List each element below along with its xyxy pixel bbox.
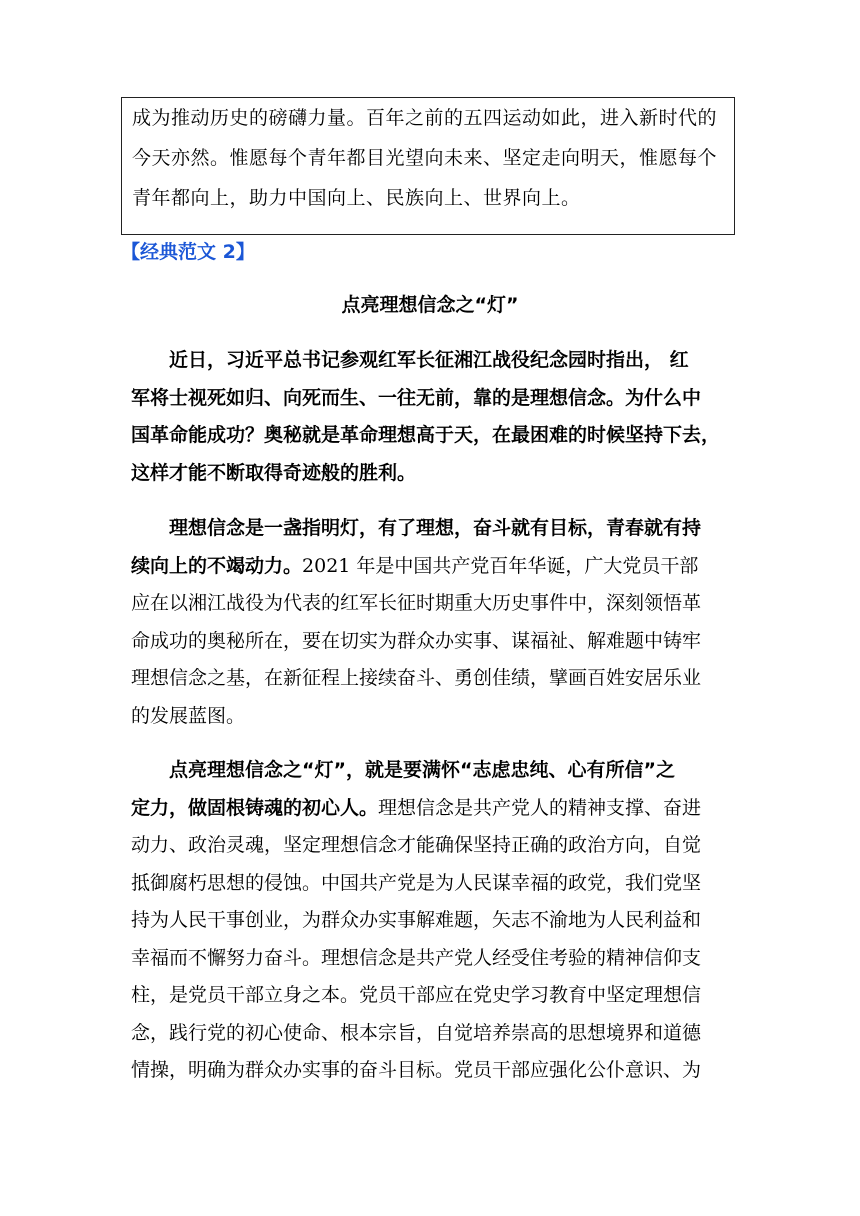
paragraph-line: 柱，是党员干部立身之本。党员干部应在党史学习教育中坚定理想信 <box>131 984 702 1006</box>
quote-line: 成为推动历史的磅礴力量。百年之前的五四运动如此，进入新时代的 <box>132 107 718 129</box>
paragraph-line: 理想信念是一盏指明灯，有了理想，奋斗就有目标，青春就有持 <box>169 517 702 539</box>
paragraph-line: 念，践行党的初心使命、根本宗旨，自觉培养崇高的思想境界和道德 <box>131 1021 702 1044</box>
paragraph-line: 理想信念之基，在新征程上接续奋斗、勇创佳绩，擘画百姓安居乐业 <box>131 667 702 689</box>
bold-phrase: 续向上的不竭动力。 <box>131 554 303 577</box>
paragraph-line-mixed <box>131 548 743 586</box>
paragraph-line: 应在以湘江战役为代表的红军长征时期重大历史事件中，深刻领悟革 <box>131 592 702 614</box>
paragraph-line: 点亮理想信念之“灯”，就是要满怀“志虑忠纯、心有所信”之 <box>169 759 675 781</box>
paragraph-line: 这样才能不断取得奇迹般的胜利。 <box>131 461 417 484</box>
bold-phrase: 定力，做固根铸魂的初心人。 <box>131 796 379 819</box>
paragraph-1 <box>131 342 743 492</box>
section-label: 【经典范文 2】 <box>121 241 255 263</box>
paragraph-line-mixed <box>131 790 743 828</box>
paragraph-3 <box>131 752 743 1090</box>
normal-phrase: 理想信念是共产党人的精神支撑、奋进 <box>378 796 702 819</box>
quote-line: 青年都向上，助力中国向上、民族向上、世界向上。 <box>132 187 581 209</box>
paragraph-line: 国革命能成功？奥秘就是革命理想高于天，在最困难的时候坚持下去， <box>131 424 721 446</box>
paragraph-line: 幸福而不懈努力奋斗。理想信念是共产党人经受住考验的精神信仰支 <box>131 946 702 969</box>
paragraph-line: 军将士视死如归、向死而生、一往无前，靠的是理想信念。为什么中 <box>131 386 702 409</box>
paragraph-line: 命成功的奥秘所在，要在切实为群众办实事、谋福祉、解难题中铸牢 <box>131 629 702 652</box>
paragraph-line: 近日，习近平总书记参观红军长征湘江战役纪念园时指出， 红 <box>169 349 689 371</box>
paragraph-line: 抵御腐朽思想的侵蚀。中国共产党是为人民谋幸福的政党，我们党坚 <box>131 871 702 894</box>
normal-phrase: 2021 年是中国共产党百年华诞，广大党员干部 <box>302 554 699 577</box>
paragraph-line: 动力、政治灵魂，坚定理想信念才能确保坚持正确的政治方向，自觉 <box>131 834 702 856</box>
essay-title: 点亮理想信念之“灯” <box>341 294 519 316</box>
paragraph-line: 的发展蓝图。 <box>131 704 246 727</box>
paragraph-line: 持为人民干事创业，为群众办实事解难题，矢志不渝地为人民利益和 <box>131 909 702 931</box>
paragraph-line: 情操，明确为群众办实事的奋斗目标。党员干部应强化公仆意识、为 <box>131 1059 702 1081</box>
paragraph-2 <box>131 510 743 735</box>
quote-box-text <box>132 98 732 218</box>
quote-line: 今天亦然。惟愿每个青年都目光望向未来、坚定走向明天，惟愿每个 <box>132 147 718 169</box>
